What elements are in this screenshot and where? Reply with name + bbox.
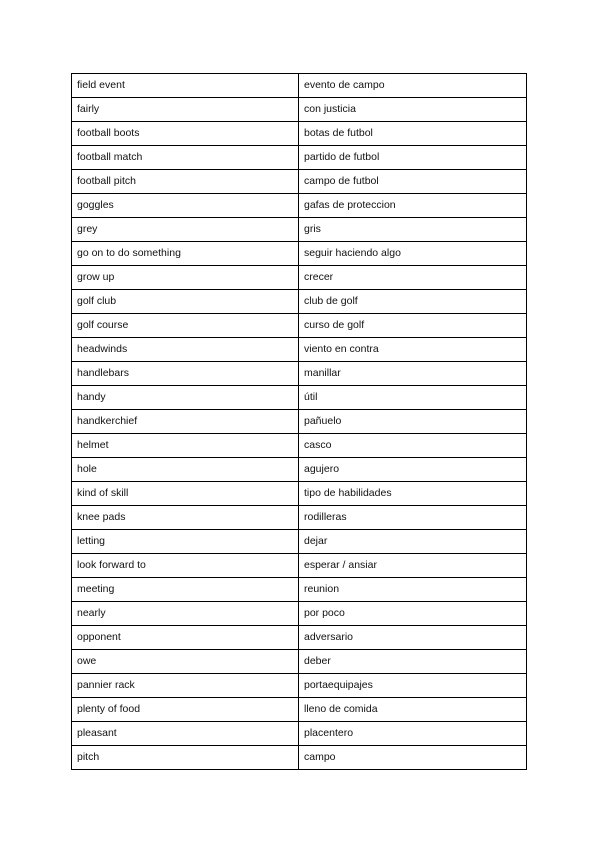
english-term-cell: letting [72,530,299,554]
table-row [72,218,527,242]
english-term-cell: handkerchief [72,410,299,434]
spanish-translation-cell: útil [299,386,527,410]
table-row [72,722,527,746]
english-term-cell: nearly [72,602,299,626]
table-row [72,194,527,218]
spanish-translation-cell: adversario [299,626,527,650]
spanish-translation-cell: partido de futbol [299,146,527,170]
table-row [72,578,527,602]
spanish-translation-cell: placentero [299,722,527,746]
english-term-cell: plenty of food [72,698,299,722]
spanish-translation-cell: gafas de proteccion [299,194,527,218]
table-row [72,746,527,770]
english-term-cell: goggles [72,194,299,218]
english-term-cell: hole [72,458,299,482]
spanish-translation-cell: dejar [299,530,527,554]
table-row [72,386,527,410]
spanish-translation-cell: campo [299,746,527,770]
english-term-cell: grow up [72,266,299,290]
spanish-translation-cell: botas de futbol [299,122,527,146]
spanish-translation-cell: esperar / ansiar [299,554,527,578]
spanish-translation-cell: portaequipajes [299,674,527,698]
english-term-cell: helmet [72,434,299,458]
spanish-translation-cell: por poco [299,602,527,626]
table-row [72,482,527,506]
english-term-cell: pitch [72,746,299,770]
english-term-cell: opponent [72,626,299,650]
table-row [72,674,527,698]
english-term-cell: football match [72,146,299,170]
english-term-cell: golf club [72,290,299,314]
spanish-translation-cell: gris [299,218,527,242]
vocabulary-table-body [72,74,527,770]
spanish-translation-cell: evento de campo [299,74,527,98]
english-term-cell: knee pads [72,506,299,530]
table-row [72,650,527,674]
english-term-cell: handy [72,386,299,410]
table-row [72,74,527,98]
table-row [72,458,527,482]
table-row [72,506,527,530]
english-term-cell: headwinds [72,338,299,362]
english-term-cell: fairly [72,98,299,122]
english-term-cell: owe [72,650,299,674]
spanish-translation-cell: reunion [299,578,527,602]
table-row [72,554,527,578]
table-row [72,122,527,146]
spanish-translation-cell: seguir haciendo algo [299,242,527,266]
table-row [72,146,527,170]
english-term-cell: pannier rack [72,674,299,698]
table-row [72,434,527,458]
spanish-translation-cell: tipo de habilidades [299,482,527,506]
english-term-cell: grey [72,218,299,242]
table-row [72,410,527,434]
table-row [72,242,527,266]
english-term-cell: handlebars [72,362,299,386]
spanish-translation-cell: agujero [299,458,527,482]
spanish-translation-cell: club de golf [299,290,527,314]
english-term-cell: football pitch [72,170,299,194]
spanish-translation-cell: viento en contra [299,338,527,362]
english-term-cell: golf course [72,314,299,338]
spanish-translation-cell: crecer [299,266,527,290]
table-row [72,314,527,338]
table-row [72,266,527,290]
english-term-cell: kind of skill [72,482,299,506]
table-row [72,338,527,362]
spanish-translation-cell: pañuelo [299,410,527,434]
table-row [72,698,527,722]
table-row [72,530,527,554]
english-term-cell: meeting [72,578,299,602]
table-row [72,602,527,626]
table-row [72,362,527,386]
english-term-cell: pleasant [72,722,299,746]
vocabulary-table [71,73,527,770]
spanish-translation-cell: casco [299,434,527,458]
spanish-translation-cell: deber [299,650,527,674]
table-row [72,626,527,650]
spanish-translation-cell: con justicia [299,98,527,122]
spanish-translation-cell: rodilleras [299,506,527,530]
table-row [72,170,527,194]
spanish-translation-cell: curso de golf [299,314,527,338]
spanish-translation-cell: manillar [299,362,527,386]
table-row [72,290,527,314]
english-term-cell: field event [72,74,299,98]
table-row [72,98,527,122]
spanish-translation-cell: campo de futbol [299,170,527,194]
english-term-cell: look forward to [72,554,299,578]
english-term-cell: football boots [72,122,299,146]
spanish-translation-cell: lleno de comida [299,698,527,722]
english-term-cell: go on to do something [72,242,299,266]
